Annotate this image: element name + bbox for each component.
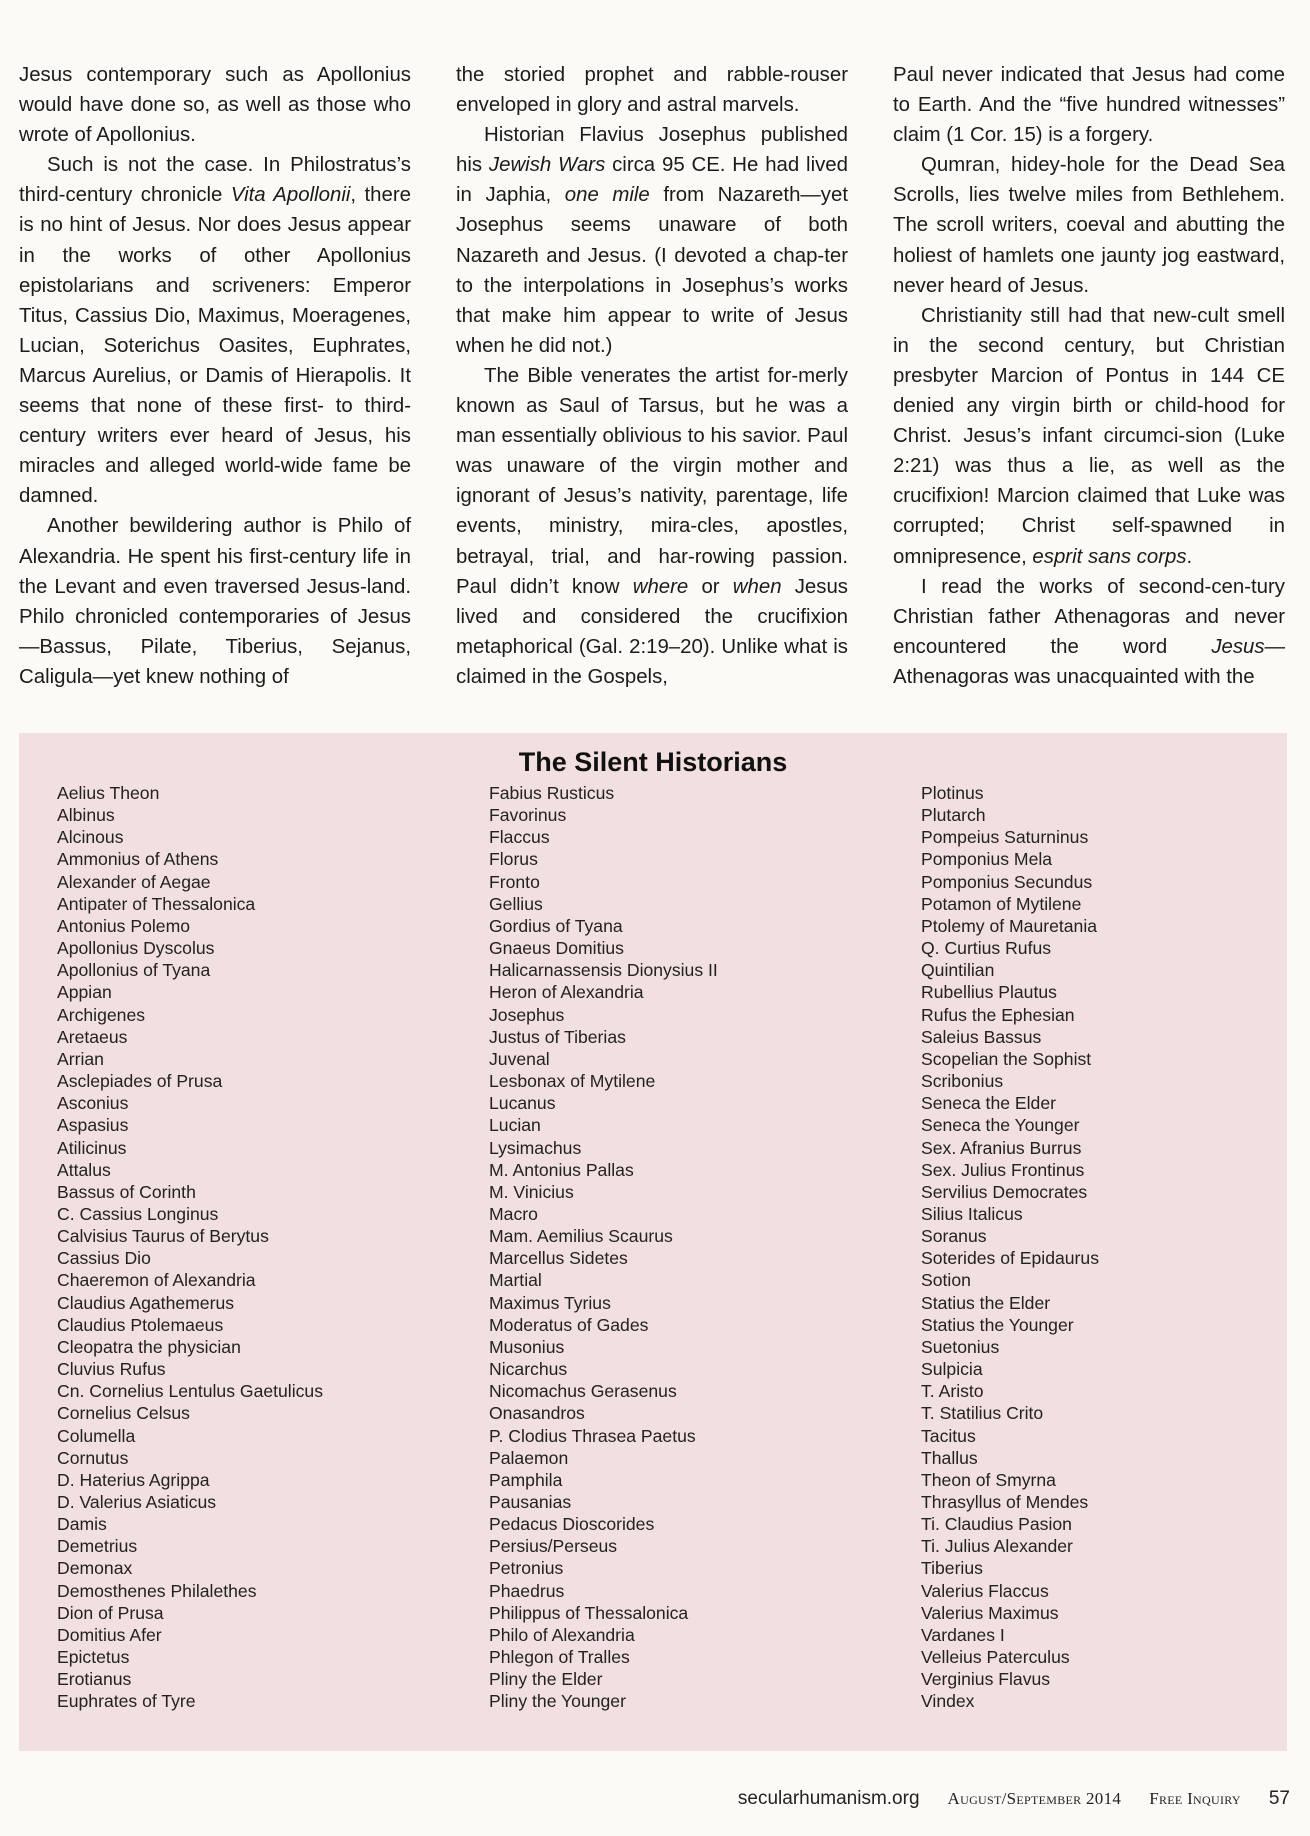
paragraph: Historian Flavius Josephus published his Jewish Wars circa 95 CE. He had lived in Japhia, one mile from Nazareth—yet Josephus seems unaware of both Nazareth and Jesus. (I devoted a chap-ter to the interpolations in Josephus’s works that make him appear to write of Jesus when he did not.) bbox=[456, 124, 848, 357]
historian-name: Asconius bbox=[57, 1093, 129, 1114]
historian-name: D. Valerius Asiaticus bbox=[57, 1492, 217, 1512]
historian-name: Aelius Theon bbox=[57, 783, 160, 803]
historian-name: Dion of Prusa bbox=[57, 1602, 164, 1623]
paragraph: Christianity still had that new-cult smell in the second century, but Christian presbyter Marcion of Pontus in 144 CE denied any virgin birth or child-hood for Christ. Jesus’s infant circumci-sion (Luke 2:21) was thus a lie, as well as the crucifixion! Marcion claimed that Luke was corrupted; Christ self-spawned in omnipresence, esprit sans corps. bbox=[893, 304, 1285, 568]
historian-name: Seneca the Younger bbox=[921, 1115, 1080, 1136]
historian-name: Lesbonax of Mytilene bbox=[489, 1071, 656, 1092]
historian-name: Pedacus Dioscorides bbox=[489, 1514, 655, 1535]
historian-name: Halicarnassensis Dionysius II bbox=[489, 960, 718, 981]
historian-name: Pomponius Mela bbox=[921, 849, 1053, 870]
historian-name: Nicomachus Gerasenus bbox=[489, 1381, 677, 1402]
historian-name: Sotion bbox=[921, 1270, 971, 1291]
historian-name: Thallus bbox=[921, 1447, 978, 1468]
historian-name: Alexander of Aegae bbox=[57, 871, 211, 892]
historian-name: Erotianus bbox=[57, 1669, 132, 1690]
historian-name: Theon of Smyrna bbox=[921, 1469, 1056, 1490]
page-footer bbox=[738, 1788, 1290, 1818]
historian-name: Sex. Afranius Burrus bbox=[921, 1137, 1082, 1158]
historian-name: Soranus bbox=[921, 1226, 987, 1247]
historian-name: Apollonius of Tyana bbox=[57, 960, 211, 981]
historian-name: Vardanes I bbox=[921, 1624, 1005, 1645]
paragraph: I read the works of second-cen-tury Christian father Athenagoras and never encountered the word Jesus—Athenagoras was unacquainted with the bbox=[893, 575, 1285, 688]
historian-name: Cornutus bbox=[57, 1447, 129, 1468]
historian-name: Fabius Rusticus bbox=[489, 783, 615, 803]
historian-name: Palaemon bbox=[489, 1447, 569, 1468]
paragraph: the storied prophet and rabble-rouser enveloped in glory and astral marvels. bbox=[456, 64, 848, 117]
historian-name: Nicarchus bbox=[489, 1359, 568, 1380]
historian-name: Heron of Alexandria bbox=[489, 982, 644, 1003]
historian-name: Albinus bbox=[57, 805, 115, 826]
paragraph: Paul never indicated that Jesus had come to Earth. And the “five hundred witnesses” claim (1 Cor. 15) is a forgery. bbox=[893, 64, 1285, 147]
website-url: secularhumanism.org bbox=[737, 1788, 920, 1809]
historian-name: Columella bbox=[57, 1425, 136, 1446]
historian-name: Pompeius Saturninus bbox=[921, 827, 1089, 848]
historian-name: Philippus of Thessalonica bbox=[489, 1602, 689, 1623]
historian-name: Marcellus Sidetes bbox=[489, 1248, 628, 1269]
historian-name: Ammonius of Athens bbox=[57, 849, 219, 870]
silent-historians-sidebar bbox=[19, 733, 1287, 1751]
historian-name: Plotinus bbox=[921, 783, 984, 803]
historian-name: Silius Italicus bbox=[921, 1203, 1023, 1224]
issue-date: August/September 2014 bbox=[947, 1789, 1122, 1808]
historian-name: Domitius Afer bbox=[57, 1624, 162, 1645]
historian-name: Atilicinus bbox=[57, 1137, 127, 1158]
historian-name: Phaedrus bbox=[489, 1580, 565, 1601]
historian-name: Demosthenes Philalethes bbox=[57, 1580, 257, 1601]
historian-name: Plutarch bbox=[921, 805, 986, 826]
historian-name: Epictetus bbox=[57, 1647, 130, 1668]
historian-name: Gellius bbox=[489, 893, 543, 914]
historian-name: Juvenal bbox=[489, 1048, 550, 1069]
historian-name: Archigenes bbox=[57, 1004, 146, 1025]
historian-name: Pamphila bbox=[489, 1469, 563, 1490]
historian-name: Flaccus bbox=[489, 827, 550, 848]
paragraph: Another bewildering author is Philo of Alexandria. He spent his first-century life in the Levant and even traversed Jesus-land. Philo chronicled contemporaries of Jesus—Bassus, Pilate, Tiberius, Sejanus, Caligula—yet knew nothing of bbox=[19, 515, 411, 688]
historian-name: Lysimachus bbox=[489, 1137, 582, 1158]
historian-name: M. Antonius Pallas bbox=[489, 1159, 634, 1180]
historian-name: Claudius Ptolemaeus bbox=[57, 1314, 224, 1335]
italic-phrase: one mile bbox=[564, 184, 650, 207]
historian-name: Sex. Julius Frontinus bbox=[921, 1159, 1085, 1180]
historian-name: Damis bbox=[57, 1514, 107, 1535]
historian-name: Musonius bbox=[489, 1336, 565, 1357]
historian-name: Cn. Cornelius Lentulus Gaetulicus bbox=[57, 1381, 324, 1402]
historian-name: Appian bbox=[57, 982, 112, 1003]
historian-name: Persius/Perseus bbox=[489, 1536, 618, 1557]
historian-name: T. Aristo bbox=[921, 1381, 984, 1402]
sidebar-title: The Silent Historians bbox=[518, 747, 788, 777]
historian-name: Florus bbox=[489, 849, 538, 870]
historian-name: Tiberius bbox=[921, 1558, 983, 1579]
historian-name: Seneca the Elder bbox=[921, 1093, 1056, 1114]
historian-name: Euphrates of Tyre bbox=[57, 1691, 196, 1712]
historian-name: Valerius Flaccus bbox=[921, 1580, 1049, 1601]
historian-name: Scribonius bbox=[921, 1071, 1004, 1092]
historian-name: Bassus of Corinth bbox=[57, 1181, 196, 1202]
historian-name: Cleopatra the physician bbox=[57, 1336, 241, 1357]
historian-name: Suetonius bbox=[921, 1336, 1000, 1357]
historian-name: C. Cassius Longinus bbox=[57, 1203, 219, 1224]
italic-word: Jesus bbox=[1211, 635, 1265, 658]
historian-name: Lucian bbox=[489, 1115, 541, 1136]
historian-column-1 bbox=[57, 782, 489, 1713]
historian-name: Verginius Flavus bbox=[921, 1669, 1051, 1690]
historian-name: Quintilian bbox=[921, 960, 995, 981]
historian-name: Moderatus of Gades bbox=[489, 1314, 649, 1335]
historian-name: Claudius Agathemerus bbox=[57, 1292, 235, 1313]
historian-name: Thrasyllus of Mendes bbox=[921, 1492, 1089, 1512]
historian-name: Pliny the Younger bbox=[489, 1691, 626, 1712]
historian-name: Petronius bbox=[489, 1558, 564, 1579]
historian-name: Statius the Elder bbox=[921, 1292, 1051, 1313]
paragraph: Jesus contemporary such as Apollonius would have done so, as well as those who wrote of Apollonius. bbox=[19, 64, 411, 147]
historian-name: Philo of Alexandria bbox=[489, 1624, 635, 1645]
historian-name: Gnaeus Domitius bbox=[489, 938, 624, 959]
historian-name: Q. Curtius Rufus bbox=[921, 938, 1052, 959]
article-column-2 bbox=[456, 60, 848, 696]
historian-name: Martial bbox=[489, 1270, 542, 1291]
historian-name: Demetrius bbox=[57, 1536, 138, 1557]
historian-name: Phlegon of Tralles bbox=[489, 1647, 630, 1668]
historian-name: Fronto bbox=[489, 871, 540, 892]
historian-name: Onasandros bbox=[489, 1403, 585, 1424]
historian-name: T. Statilius Crito bbox=[921, 1403, 1044, 1424]
historian-name: Alcinous bbox=[57, 827, 124, 848]
historian-name: Demonax bbox=[57, 1558, 133, 1579]
paragraph: Qumran, hidey-hole for the Dead Sea Scrolls, lies twelve miles from Bethlehem. The scroll writers, coeval and abutting the holiest of hamlets one jaunty jog eastward, never heard of Jesus. bbox=[893, 154, 1285, 297]
italic-title: Vita Apollonii bbox=[230, 184, 351, 207]
historian-name: Statius the Younger bbox=[921, 1314, 1074, 1335]
historian-name: Antipater of Thessalonica bbox=[57, 893, 256, 914]
historian-name: Potamon of Mytilene bbox=[921, 893, 1082, 914]
historian-name: Apollonius Dyscolus bbox=[57, 938, 215, 959]
historian-name: Lucanus bbox=[489, 1093, 556, 1114]
italic-word: when bbox=[732, 575, 782, 598]
historian-name: Ptolemy of Mauretania bbox=[921, 915, 1098, 936]
historian-name: Pliny the Elder bbox=[489, 1669, 603, 1690]
historian-column-3 bbox=[921, 782, 1281, 1713]
historian-name: Scopelian the Sophist bbox=[921, 1048, 1092, 1069]
historian-name: Valerius Maximus bbox=[921, 1602, 1059, 1623]
paragraph: Such is not the case. In Philostratus’s third-century chronicle Vita Apollonii, there is no hint of Jesus. Nor does Jesus appear in the works of other Apollonius epistolarians and scriveners: Emperor Titus, Cassius Dio, Maximus, Moeragenes, Lucian, Soterichus Oasites, Euphrates, Marcus Aurelius, or Damis of Hierapolis. It seems that none of these first- to third-century writers ever heard of Jesus, his miracles and alleged world-wide fame be damned. bbox=[19, 154, 411, 508]
historian-name: Arrian bbox=[57, 1048, 104, 1069]
historian-name: Sulpicia bbox=[921, 1359, 983, 1380]
paragraph: The Bible venerates the artist for-merly known as Saul of Tarsus, but he was a man essentially oblivious to his savior. Paul was unaware of the virgin mother and ignorant of Jesus’s nativity, parentage, life events, ministry, mira-cles, apostles, betrayal, trial, and har-rowing passion. Paul didn’t know where or when Jesus lived and considered the crucifixion metaphorical (Gal. 2:19–20). Unlike what is claimed in the Gospels, bbox=[456, 364, 849, 688]
historian-name: Attalus bbox=[57, 1159, 111, 1180]
historian-name: Aretaeus bbox=[57, 1026, 128, 1047]
historian-name: Ti. Julius Alexander bbox=[921, 1536, 1073, 1557]
historian-column-2 bbox=[489, 782, 921, 1713]
historian-name: Calvisius Taurus of Berytus bbox=[57, 1226, 269, 1247]
magazine-name: Free Inquiry bbox=[1149, 1789, 1241, 1808]
italic-title: Jewish Wars bbox=[488, 154, 606, 177]
page-number: 57 bbox=[1268, 1788, 1290, 1809]
historian-name: Cornelius Celsus bbox=[57, 1403, 190, 1424]
historian-list bbox=[57, 782, 1267, 1713]
historian-name: Rufus the Ephesian bbox=[921, 1004, 1075, 1025]
article-column-1 bbox=[19, 60, 411, 696]
historian-name: Pausanias bbox=[489, 1492, 572, 1512]
historian-name: Vindex bbox=[921, 1691, 975, 1712]
historian-name: Antonius Polemo bbox=[57, 915, 191, 936]
historian-name: Chaeremon of Alexandria bbox=[57, 1270, 256, 1291]
historian-name: Cluvius Rufus bbox=[57, 1359, 166, 1380]
historian-name: Pomponius Secundus bbox=[921, 871, 1093, 892]
historian-name: Aspasius bbox=[57, 1115, 129, 1136]
historian-name: Rubellius Plautus bbox=[921, 982, 1057, 1003]
historian-name: Cassius Dio bbox=[57, 1248, 151, 1269]
historian-name: Soterides of Epidaurus bbox=[921, 1248, 1099, 1269]
historian-name: Velleius Paterculus bbox=[921, 1647, 1070, 1668]
historian-name: Maximus Tyrius bbox=[489, 1292, 611, 1313]
italic-word: where bbox=[632, 575, 689, 598]
historian-name: Servilius Democrates bbox=[921, 1181, 1088, 1202]
italic-phrase: esprit sans corps bbox=[1032, 545, 1187, 568]
historian-name: D. Haterius Agrippa bbox=[57, 1469, 210, 1490]
article-column-3 bbox=[893, 60, 1285, 696]
historian-name: Ti. Claudius Pasion bbox=[921, 1514, 1072, 1535]
historian-name: Saleius Bassus bbox=[921, 1026, 1042, 1047]
article-body bbox=[19, 60, 1287, 696]
historian-name: Asclepiades of Prusa bbox=[57, 1071, 223, 1092]
historian-name: Mam. Aemilius Scaurus bbox=[489, 1226, 673, 1247]
historian-name: P. Clodius Thrasea Paetus bbox=[489, 1425, 696, 1446]
historian-name: Favorinus bbox=[489, 805, 567, 826]
historian-name: Macro bbox=[489, 1203, 538, 1224]
historian-name: Justus of Tiberias bbox=[489, 1026, 626, 1047]
historian-name: M. Vinicius bbox=[489, 1181, 574, 1202]
historian-name: Gordius of Tyana bbox=[489, 915, 623, 936]
historian-name: Josephus bbox=[489, 1004, 565, 1025]
historian-name: Tacitus bbox=[921, 1425, 976, 1446]
